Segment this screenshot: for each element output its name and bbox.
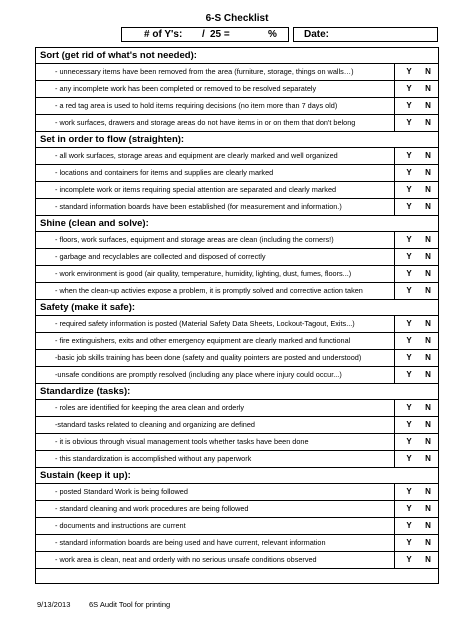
checklist-row xyxy=(36,501,438,518)
no-option[interactable]: N xyxy=(425,252,431,261)
checklist-row xyxy=(36,552,438,569)
yes-option[interactable]: Y xyxy=(406,168,412,177)
no-option[interactable]: N xyxy=(425,84,431,93)
checklist-item-text: - floors, work surfaces, equipment and storage areas are clean (including the corners!) xyxy=(36,232,395,248)
checklist-item-text: - unnecessary items have been removed from the area (furniture, storage, things on walls…) xyxy=(36,64,395,80)
checklist-row xyxy=(36,199,438,216)
no-option[interactable]: N xyxy=(425,151,431,160)
section-heading xyxy=(36,384,438,400)
no-option[interactable]: N xyxy=(425,336,431,345)
yes-option[interactable]: Y xyxy=(406,67,412,76)
no-option[interactable]: N xyxy=(425,555,431,564)
checklist-row xyxy=(36,434,438,451)
no-option[interactable]: N xyxy=(425,235,431,244)
section-heading-label: Sustain (keep it up): xyxy=(40,470,131,481)
checklist-row xyxy=(36,400,438,417)
checklist-row xyxy=(36,333,438,350)
checklist-item-text: - work environment is good (air quality, temperature, humidity, lighting, dust, fumes, floors...) xyxy=(36,266,395,282)
checklist-row xyxy=(36,518,438,535)
yes-option[interactable]: Y xyxy=(406,504,412,513)
section-heading-label: Shine (clean and solve): xyxy=(40,218,149,229)
checklist-item-text: - standard information boards are being used and have current, relevant information xyxy=(36,535,395,551)
checklist-item-text: - all work surfaces, storage areas and equipment are clearly marked and well organized xyxy=(36,148,395,164)
date-label: Date: xyxy=(304,29,330,40)
yes-option[interactable]: Y xyxy=(406,487,412,496)
checklist-row xyxy=(36,350,438,367)
checklist-item-text: -basic job skills training has been done (safety and quality pointers are posted and understood) xyxy=(36,350,395,366)
percent-sign: % xyxy=(268,29,277,40)
checklist-item-text: - roles are identified for keeping the area clean and orderly xyxy=(36,400,395,416)
checklist-row xyxy=(36,249,438,266)
section-heading xyxy=(36,300,438,316)
yes-option[interactable]: Y xyxy=(406,555,412,564)
checklist-row xyxy=(36,316,438,333)
section-heading xyxy=(36,132,438,148)
no-option[interactable]: N xyxy=(425,403,431,412)
no-option[interactable]: N xyxy=(425,353,431,362)
date-box xyxy=(293,27,438,42)
checklist-row xyxy=(36,165,438,182)
yes-option[interactable]: Y xyxy=(406,336,412,345)
no-option[interactable]: N xyxy=(425,538,431,547)
checklist-row xyxy=(36,283,438,300)
yes-option[interactable]: Y xyxy=(406,235,412,244)
checklist-item-text: - incomplete work or items requiring special attention are separated and clearly marked xyxy=(36,182,395,198)
checklist-item-text: - when the clean-up activies expose a problem, it is promptly solved and corrective action taken xyxy=(36,283,395,299)
no-option[interactable]: N xyxy=(425,269,431,278)
checklist-item-text: - garbage and recyclables are collected and disposed of correctly xyxy=(36,249,395,265)
yes-option[interactable]: Y xyxy=(406,353,412,362)
yes-option[interactable]: Y xyxy=(406,252,412,261)
yes-count-label: # of Y's: xyxy=(144,29,183,40)
checklist-row xyxy=(36,484,438,501)
checklist-item-text: - fire extinguishers, exits and other emergency equipment are clearly marked and functional xyxy=(36,333,395,349)
footer-doc-title: 6S Audit Tool for printing xyxy=(89,600,171,609)
checklist-item-text: - standard cleaning and work procedures are being followed xyxy=(36,501,395,517)
no-option[interactable]: N xyxy=(425,202,431,211)
checklist-item-text: - work surfaces, drawers and storage areas do not have items in or on them that don't belong xyxy=(36,115,395,131)
section-heading-label: Set in order to flow (straighten): xyxy=(40,134,185,145)
checklist-row xyxy=(36,98,438,115)
section-heading-label: Standardize (tasks): xyxy=(40,386,131,397)
section-heading-label: Sort (get rid of what's not needed): xyxy=(40,50,197,61)
yes-option[interactable]: Y xyxy=(406,319,412,328)
yes-option[interactable]: Y xyxy=(406,437,412,446)
yes-option[interactable]: Y xyxy=(406,269,412,278)
yes-option[interactable]: Y xyxy=(406,370,412,379)
section-heading xyxy=(36,48,438,64)
yes-option[interactable]: Y xyxy=(406,521,412,530)
no-option[interactable]: N xyxy=(425,168,431,177)
no-option[interactable]: N xyxy=(425,487,431,496)
checklist-item-text: - documents and instructions are current xyxy=(36,518,395,534)
checklist-row xyxy=(36,148,438,165)
yes-option[interactable]: Y xyxy=(406,84,412,93)
yes-option[interactable]: Y xyxy=(406,454,412,463)
no-option[interactable]: N xyxy=(425,504,431,513)
no-option[interactable]: N xyxy=(425,437,431,446)
yes-option[interactable]: Y xyxy=(406,202,412,211)
no-option[interactable]: N xyxy=(425,185,431,194)
checklist-row xyxy=(36,417,438,434)
checklist-row xyxy=(36,535,438,552)
checklist-item-text: - any incomplete work has been completed or removed to be resolved separately xyxy=(36,81,395,97)
no-option[interactable]: N xyxy=(425,454,431,463)
yes-option[interactable]: Y xyxy=(406,403,412,412)
checklist-item-text: - it is obvious through visual management tools whether tasks have been done xyxy=(36,434,395,450)
checklist-item-text: - this standardization is accomplished without any paperwork xyxy=(36,451,395,467)
total-items: 25 = xyxy=(210,29,230,40)
yes-option[interactable]: Y xyxy=(406,151,412,160)
checklist-row xyxy=(36,232,438,249)
section-heading xyxy=(36,468,438,484)
yes-option[interactable]: Y xyxy=(406,420,412,429)
checklist-item-text: -unsafe conditions are promptly resolved (including any place where injury could occur...) xyxy=(36,367,395,383)
checklist-row xyxy=(36,266,438,283)
no-option[interactable]: N xyxy=(425,521,431,530)
checklist-row xyxy=(36,182,438,199)
checklist-table xyxy=(35,47,439,584)
no-option[interactable]: N xyxy=(425,286,431,295)
checklist-item-text: - posted Standard Work is being followed xyxy=(36,484,395,500)
section-heading-label: Safety (make it safe): xyxy=(40,302,136,313)
checklist-item-text: - standard information boards have been established (for measurement and information.) xyxy=(36,199,395,215)
yes-option[interactable]: Y xyxy=(406,101,412,110)
checklist-row xyxy=(36,451,438,468)
yes-option[interactable]: Y xyxy=(406,286,412,295)
checklist-item-text: - work area is clean, neat and orderly with no serious unsafe conditions observed xyxy=(36,552,395,568)
no-option[interactable]: N xyxy=(425,67,431,76)
yes-option[interactable]: Y xyxy=(406,185,412,194)
checklist-row xyxy=(36,115,438,132)
checklist-row xyxy=(36,367,438,384)
score-box xyxy=(121,27,289,42)
no-option[interactable]: N xyxy=(425,370,431,379)
checklist-item-text: -standard tasks related to cleaning and organizing are defined xyxy=(36,417,395,433)
checklist-row xyxy=(36,81,438,98)
checklist-row xyxy=(36,64,438,81)
checklist-item-text: - locations and containers for items and supplies are clearly marked xyxy=(36,165,395,181)
no-option[interactable]: N xyxy=(425,101,431,110)
yes-option[interactable]: Y xyxy=(406,118,412,127)
footer-date: 9/13/2013 xyxy=(37,600,71,609)
no-option[interactable]: N xyxy=(425,118,431,127)
no-option[interactable]: N xyxy=(425,420,431,429)
slash-separator: / xyxy=(202,29,205,40)
no-option[interactable]: N xyxy=(425,319,431,328)
checklist-item-text: - required safety information is posted (Material Safety Data Sheets, Lockout-Tagout, Exits...) xyxy=(36,316,395,332)
yes-option[interactable]: Y xyxy=(406,538,412,547)
page-title: 6-S Checklist xyxy=(205,13,269,24)
section-heading xyxy=(36,216,438,232)
checklist-item-text: - a red tag area is used to hold items requiring decisions (no item more than 7 days old) xyxy=(36,98,395,114)
